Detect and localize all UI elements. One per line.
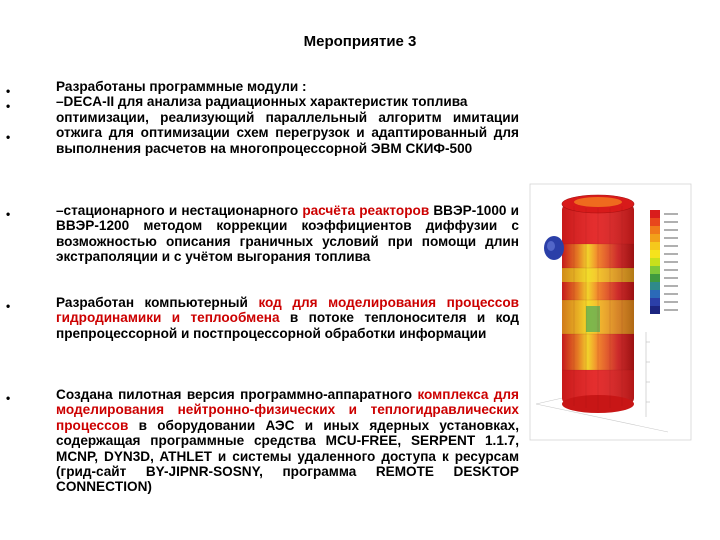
bullet-reactor-calc xyxy=(56,203,519,265)
bullet-marker: • xyxy=(6,391,11,405)
color-scale-step xyxy=(650,234,660,242)
hydro-text: Разработан компьютерный xyxy=(56,295,259,310)
color-scale-step xyxy=(650,290,660,298)
bullet-hydrodynamics xyxy=(56,295,519,341)
color-scale-step xyxy=(650,298,660,306)
inlet-nozzle-highlight xyxy=(547,241,555,251)
reactor-calc-text: –стационарного и нестационарного xyxy=(56,203,303,218)
pilot-highlight: комплекса для моделирования нейтронно-физических и теплогидравлических процессов xyxy=(56,387,519,433)
bullet-pilot-complex xyxy=(56,387,519,495)
modules-optimization: оптимизации, реализующий параллельный алгоритм имитации отжига для оптимизации схем перегрузок и адаптированный для выполнения расчетов на многопроцессорной ЭВМ СКИФ-500 xyxy=(56,109,519,156)
color-scale-step xyxy=(650,250,660,258)
bullet-modules xyxy=(56,79,519,156)
modules-deca: –DECA-II для анализа радиационных характеристик топлива xyxy=(56,94,468,110)
color-scale-step xyxy=(650,266,660,274)
bullet-marker: • xyxy=(6,84,11,98)
bullet-marker: • xyxy=(6,130,11,144)
color-scale-step xyxy=(650,282,660,290)
color-scale-step xyxy=(650,218,660,226)
color-scale-step xyxy=(650,210,660,218)
color-scale-step xyxy=(650,274,660,282)
slide-title: Мероприятие 3 xyxy=(303,33,417,50)
bullet-marker: • xyxy=(6,207,11,221)
hydro-text-2: в потоке теплоносителя и код препроцессорной и постпроцессорной обработки информации xyxy=(56,310,519,341)
bullet-marker: • xyxy=(6,299,11,313)
reactor-temperature-figure xyxy=(528,182,693,442)
reactor-vessel-image xyxy=(528,182,693,442)
vessel-top-inner xyxy=(574,197,622,207)
color-scale-step xyxy=(650,306,660,314)
color-scale-step xyxy=(650,258,660,266)
pilot-text: Создана пилотная версия программно-аппаратного xyxy=(56,387,418,402)
modules-intro: Разработаны программные модули : xyxy=(56,79,307,94)
bullet-marker: • xyxy=(6,99,11,113)
hydro-highlight: код для моделирования процессов гидродинамики и теплообмена xyxy=(56,295,519,326)
pilot-text-2: в оборудовании АЭС и иных ядерных установках, содержащая программные средства MCU-FREE, SERPENT 1.1.7, MCNP, DYN3D, ATHLET и системы удаленного доступа к ресурсам (грид-сайт BY-JIPNR-SOSNY, программа REMOTE DESKTOP CONNECTION) xyxy=(56,417,519,495)
color-scale-step xyxy=(650,226,660,234)
reactor-calc-text-2: ВВЭР-1000 и ВВЭР-1200 методом коррекции коэффициентов диффузии с возможностью описания граничных условий при помощи длин экстраполяции и с учётом выгорания топлива xyxy=(56,203,519,265)
color-scale-step xyxy=(650,242,660,250)
reactor-calc-highlight: расчёта реакторов xyxy=(302,203,430,218)
